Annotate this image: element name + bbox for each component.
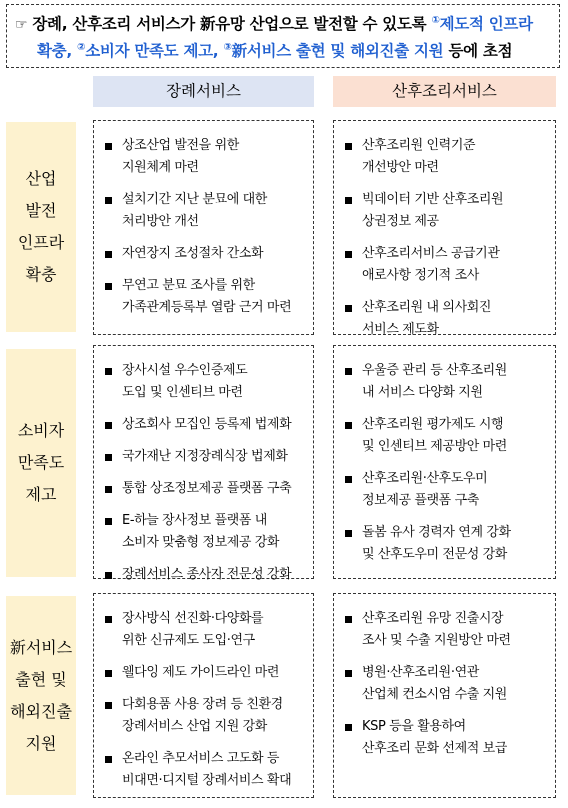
category-label [18,163,64,291]
square-bullet-icon [345,724,352,731]
pointing-hand-icon: ☞ [15,17,28,33]
list-item-text: 소비자 맞춤형 정보제공 강화 [122,535,280,550]
square-bullet-icon [105,251,112,258]
list-item [342,468,549,512]
list-item-text: 장사방식 선진화·다양화를 [122,611,264,626]
category-label-line: 지원 [25,733,57,753]
list-item-text: 국가재난 지정장례식장 법제화 [122,449,288,464]
list-item [102,360,307,404]
list-item-text: 개선방안 마련 [362,160,439,175]
list-item-text: 내 서비스 다양화 지원 [362,385,483,400]
list-item-text: 빅데이터 기반 산후조리원 [362,192,504,207]
list-item [342,608,549,652]
list-item-text: 웰다잉 제도 가이드라인 마련 [122,665,280,680]
number-one-mark: ① [431,14,440,26]
goal-new-services: 新서비스 출현 및 해외진출 지원 [231,42,444,60]
category-label-line: 확충 [25,265,57,284]
square-bullet-icon [105,283,112,290]
category-label-line: 해외진출 [10,701,72,721]
list-item [102,694,307,738]
list-item-text: 상조회사 모집인 등록제 법제화 [122,417,292,432]
number-two-mark: ② [77,41,86,53]
list-item-text: 병원·산후조리원·연관 [362,665,479,680]
summary-text: 장례, 산후조리 서비스가 新유망 산업으로 발전할 수 있도록 [32,15,427,33]
list-item-text: 우울증 관리 등 산후조리원 [362,363,507,378]
square-bullet-icon [105,518,112,525]
square-bullet-icon [345,530,352,537]
square-bullet-icon [105,454,112,461]
list-item-text: 처리방안 개선 [122,214,199,229]
list-item-text: 가족관계등록부 열람 근거 마련 [122,300,292,315]
square-bullet-icon [345,305,352,312]
list-item [342,414,549,458]
square-bullet-icon [105,486,112,493]
list-item-text: 정보제공 플랫폼 구축 [362,493,479,508]
category-label [18,415,64,511]
list-item-text: 통합 상조정보제공 플랫폼 구축 [122,481,292,496]
list-item-text: 산업체 컨소시엄 수출 지원 [362,687,507,702]
list-item-text: 자연장지 조성절차 간소화 [122,246,264,261]
square-bullet-icon [105,422,112,429]
category-label-line: 제고 [25,485,57,504]
list-item [102,478,307,500]
goal-infrastructure: 제도적 인프라 [439,15,533,33]
list-item-text: 산후조리 문화 선제적 보급 [362,741,507,756]
list-item [102,510,307,554]
square-bullet-icon [105,572,112,579]
list-item-text: 산후조리서비스 공급기관 [362,246,500,261]
list-item-text: 산후조리원·산후도우미 [362,471,488,486]
list-item [102,135,307,179]
list-item [102,608,307,652]
goal-satisfaction: 소비자 만족도 제고, [85,42,219,60]
list-item-text: 조사 및 수출 지원방안 마련 [362,633,511,648]
column-header-postpartum: 산후조리서비스 [333,76,556,107]
list-item-text: E-하늘 장사정보 플랫폼 내 [122,513,267,528]
square-bullet-icon [105,368,112,375]
list-item [342,360,549,404]
square-bullet-icon [105,616,112,623]
list-item-text: 다회용품 사용 장려 등 친환경 [122,697,283,712]
square-bullet-icon [105,670,112,677]
list-item-text: 설치기간 지난 분묘에 대한 [122,192,267,207]
postpartum-measures-box [333,593,556,798]
list-item-text: 산후조리원 내 의사회진 [362,300,492,315]
list-item [342,297,549,341]
goal-expansion: 확충, [37,42,72,60]
list-item [102,414,307,436]
funeral-measures-box [93,593,314,798]
square-bullet-icon [345,197,352,204]
square-bullet-icon [345,670,352,677]
list-item-text: 도입 및 인센티브 마련 [122,385,243,400]
category-cell [6,596,76,795]
list-item [102,243,307,265]
category-label-line: 소비자 [17,421,65,440]
list-item [342,243,549,287]
category-label-line: 산업 [25,169,57,188]
list-item [342,522,549,566]
category-cell [6,349,76,577]
square-bullet-icon [105,197,112,204]
square-bullet-icon [345,616,352,623]
list-item-text: KSP 등을 활용하여 [362,719,466,734]
list-item-text: 상권정보 제공 [362,214,439,229]
number-three-mark: ③ [223,41,232,53]
category-label-line: 출현 및 [15,669,67,689]
list-item [102,189,307,233]
postpartum-measures-box [333,120,556,335]
list-item-text: 돌봄 유사 경력자 연계 강화 [362,525,511,540]
postpartum-measures-box [333,345,556,579]
square-bullet-icon [345,476,352,483]
list-item-text: 장사시설 우수인증제도 [122,363,248,378]
category-label-line: 新서비스 [9,637,73,657]
list-item-text: 위한 신규제도 도입·연구 [122,633,255,648]
list-item-text: 산후조리원 인력기준 [362,138,476,153]
list-item-text: 및 산후도우미 전문성 강화 [362,547,507,562]
square-bullet-icon [345,143,352,150]
list-item-text: 산후조리원 평가제도 시행 [362,417,504,432]
list-item-text: 상조산업 발전을 위한 [122,138,239,153]
summary-banner [6,4,560,68]
list-item-text: 지원체계 마련 [122,160,199,175]
list-item [102,446,307,468]
square-bullet-icon [345,368,352,375]
category-label-line: 발전 [25,201,57,220]
category-cell [6,122,76,332]
category-label [10,632,72,760]
list-item [342,135,549,179]
category-label-line: 인프라 [17,233,65,252]
summary-line-2 [15,38,551,64]
list-item-text: 산후조리원 유망 진출시장 [362,611,504,626]
list-item [342,716,549,760]
list-item [342,662,549,706]
funeral-measures-box [93,345,314,582]
list-item-text: 서비스 제도화 [362,322,439,337]
summary-line-1 [15,11,551,38]
list-item [342,189,549,233]
square-bullet-icon [345,251,352,258]
list-item [102,748,307,792]
category-label-line: 만족도 [17,453,65,472]
list-item-text: 및 인센티브 제공방안 마련 [362,439,507,454]
list-item-text: 애로사항 정기적 조사 [362,268,479,283]
list-item-text: 온라인 추모서비스 고도화 등 [122,751,280,766]
square-bullet-icon [105,756,112,763]
list-item [102,275,307,319]
list-item-text: 장례서비스 종사자 전문성 강화 [122,567,292,582]
list-item [102,564,307,586]
list-item-text: 장례서비스 산업 지원 강화 [122,719,267,734]
square-bullet-icon [105,702,112,709]
column-header-funeral: 장례서비스 [93,76,314,107]
list-item-text: 무연고 분묘 조사를 위한 [122,278,255,293]
square-bullet-icon [105,143,112,150]
list-item-text: 비대면·디지털 장례서비스 확대 [122,773,292,788]
funeral-measures-box [93,120,314,335]
square-bullet-icon [345,422,352,429]
list-item [102,662,307,684]
summary-tail: 등에 초점 [448,42,513,60]
